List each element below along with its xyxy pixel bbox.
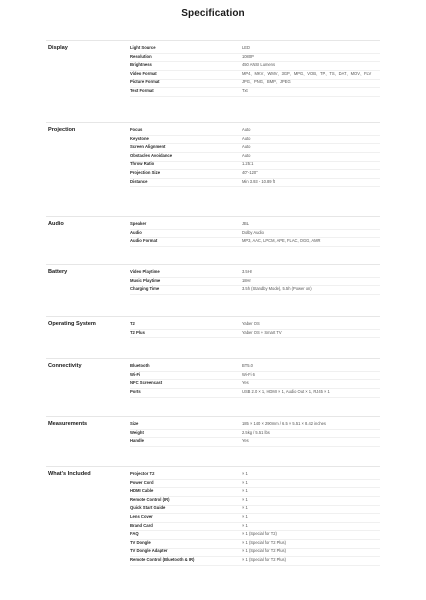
spec-row <box>130 438 380 447</box>
spec-label: Brand Card <box>130 522 153 528</box>
spec-row <box>130 488 380 497</box>
spec-label: Weight <box>130 429 144 435</box>
spec-row <box>130 531 380 540</box>
spec-value: × 1 <box>242 514 248 519</box>
section-title: Audio <box>48 221 64 227</box>
spec-section <box>46 316 380 335</box>
spec-row <box>130 45 380 54</box>
spec-label: Resolution <box>130 53 152 59</box>
spec-label: Screen Alignment <box>130 144 166 150</box>
spec-row <box>130 62 380 71</box>
spec-section <box>46 122 380 184</box>
spec-value: Txt <box>242 88 248 93</box>
spec-value: JBL <box>242 221 250 226</box>
spec-row <box>130 238 380 247</box>
spec-value: × 1 <box>242 505 248 511</box>
spec-label: Charging Time <box>130 286 160 292</box>
section-title: Connectivity <box>48 363 82 369</box>
spec-value: 185 × 140 × 290mm / 6.5 × 5.51 × 8.42 inches <box>242 421 326 426</box>
spec-label: T2 <box>130 321 135 326</box>
spec-value: Dolby Audio <box>242 229 264 235</box>
spec-row <box>130 278 380 287</box>
spec-row <box>130 523 380 532</box>
spec-row <box>130 71 380 80</box>
spec-value: BT5.0 <box>242 363 253 368</box>
spec-label: Ports <box>130 388 141 394</box>
spec-section <box>46 416 380 444</box>
spec-label: NFC Screencast <box>130 380 163 386</box>
spec-row <box>130 286 380 295</box>
spec-value: MP4、MKV、WMV、3GP、MPG、VOB、TP、TS、DAT、MOV、FLV <box>242 70 372 76</box>
spec-row <box>130 88 380 97</box>
spec-value: × 1 <box>242 479 248 485</box>
spec-row <box>130 480 380 489</box>
spec-label: Audio <box>130 229 142 235</box>
spec-row <box>130 363 380 372</box>
spec-value: Yaber OS + Smart TV <box>242 329 282 335</box>
spec-value: 40"-120" <box>242 170 258 175</box>
spec-label: Music Playtime <box>130 277 161 283</box>
spec-label: Audio Format <box>130 238 158 244</box>
spec-label: Remote Control (IR) <box>130 496 170 502</box>
spec-value: USB 2.0 × 1, HDMI × 1, Audio Out × 1, RJ45 × 1 <box>242 388 330 394</box>
section-title: Operating System <box>48 321 96 327</box>
spec-label: Bluetooth <box>130 363 150 368</box>
spec-label: Projector T2 <box>130 471 155 476</box>
spec-value: JPG、PNG、BMP、JPEG <box>242 79 291 85</box>
spec-row <box>130 540 380 549</box>
spec-value: 450 ANSI Lumens <box>242 62 275 68</box>
spec-row <box>130 179 380 188</box>
section-title: What's Included <box>48 471 91 477</box>
spec-value: 1080P <box>242 53 254 59</box>
spec-value: 1.25:1 <box>242 161 254 167</box>
spec-label: FAQ <box>130 531 139 537</box>
spec-row <box>130 421 380 430</box>
spec-row <box>130 230 380 239</box>
spec-value: Yes <box>242 380 249 386</box>
spec-value: MP3, AAC, LPCM, APE, FLAC, OGG, AMR <box>242 238 321 244</box>
spec-value: × 1 <box>242 496 248 502</box>
spec-label: Projection Size <box>130 170 161 175</box>
spec-row <box>130 497 380 506</box>
spec-row <box>130 514 380 523</box>
spec-label: Lens Cover <box>130 514 153 519</box>
spec-row <box>130 170 380 179</box>
spec-value: Auto <box>242 152 251 158</box>
spec-row <box>130 471 380 480</box>
spec-label: Quick Start Guide <box>130 505 166 511</box>
section-title: Measurements <box>48 421 88 427</box>
spec-value: Min 3.93 - 10.89 ft <box>242 178 275 184</box>
spec-value: 3.5Hr <box>242 269 253 274</box>
spec-label: Distance <box>130 178 148 184</box>
spec-row <box>130 548 380 557</box>
spec-label: Size <box>130 421 139 426</box>
spec-value: Auto <box>242 135 251 141</box>
spec-row <box>130 321 380 330</box>
spec-value: × 1 <box>242 488 248 494</box>
spec-section <box>46 466 380 562</box>
spec-label: TV Dongle Adapter <box>130 548 168 554</box>
spec-row <box>130 127 380 136</box>
spec-label: Wi-Fi <box>130 371 141 377</box>
spec-label: T2 Plus <box>130 329 145 335</box>
spec-label: Focus <box>130 127 143 132</box>
spec-row <box>130 372 380 381</box>
spec-label: Handle <box>130 438 144 444</box>
spec-row <box>130 153 380 162</box>
spec-row <box>130 79 380 88</box>
spec-label: Remote Control (Bluetooth & IR) <box>130 557 195 562</box>
section-title: Projection <box>48 127 76 133</box>
spec-value: × 1 <box>242 522 248 528</box>
spec-value: × 1 (Special for T2 Plus) <box>242 539 286 545</box>
spec-label: Light Source <box>130 45 156 50</box>
spec-label: TV Dongle <box>130 539 151 545</box>
spec-label: Video Playtime <box>130 269 160 274</box>
spec-row <box>130 557 380 566</box>
spec-label: Picture Format <box>130 79 160 85</box>
spec-label: HDMI Cable <box>130 488 154 494</box>
spec-value: Auto <box>242 144 251 150</box>
spec-section <box>46 216 380 244</box>
spec-row <box>130 269 380 278</box>
spec-value: × 1 (Special for T2 Plus) <box>242 557 286 562</box>
spec-section <box>46 358 380 394</box>
section-title: Display <box>48 45 68 51</box>
spec-label: Text Format <box>130 88 154 93</box>
spec-value: × 1 <box>242 471 248 476</box>
spec-row <box>130 161 380 170</box>
spec-label: Throw Ratio <box>130 161 155 167</box>
spec-value: 18Hr <box>242 277 251 283</box>
spec-row <box>130 389 380 398</box>
section-title: Battery <box>48 269 68 275</box>
spec-section <box>46 264 380 292</box>
spec-value: LED <box>242 45 250 50</box>
spec-section <box>46 40 380 93</box>
spec-label: Keystone <box>130 135 149 141</box>
spec-label: Brightness <box>130 62 152 68</box>
spec-value: Wi-Fi 6 <box>242 371 255 377</box>
spec-row <box>130 505 380 514</box>
spec-row <box>130 430 380 439</box>
spec-label: Video Format <box>130 70 157 76</box>
spec-row <box>130 54 380 63</box>
spec-row <box>130 144 380 153</box>
page-title: Specification <box>181 8 245 19</box>
spec-row <box>130 221 380 230</box>
spec-value: × 1 (Special for T2) <box>242 531 277 537</box>
spec-row <box>130 380 380 389</box>
spec-value: 3.5h (Standby Mode), 5.5h (Power on) <box>242 286 312 292</box>
spec-value: Yaber OS <box>242 321 260 326</box>
spec-label: Obstacles Avoidance <box>130 152 173 158</box>
spec-label: Speaker <box>130 221 147 226</box>
spec-value: Yes <box>242 438 249 444</box>
spec-value: × 1 (Special for T2 Plus) <box>242 548 286 554</box>
spec-label: Power Cord <box>130 479 154 485</box>
spec-row <box>130 136 380 145</box>
spec-value: 2.5kg / 5.51 lbs <box>242 429 270 435</box>
spec-row <box>130 330 380 339</box>
spec-value: Auto <box>242 127 251 132</box>
